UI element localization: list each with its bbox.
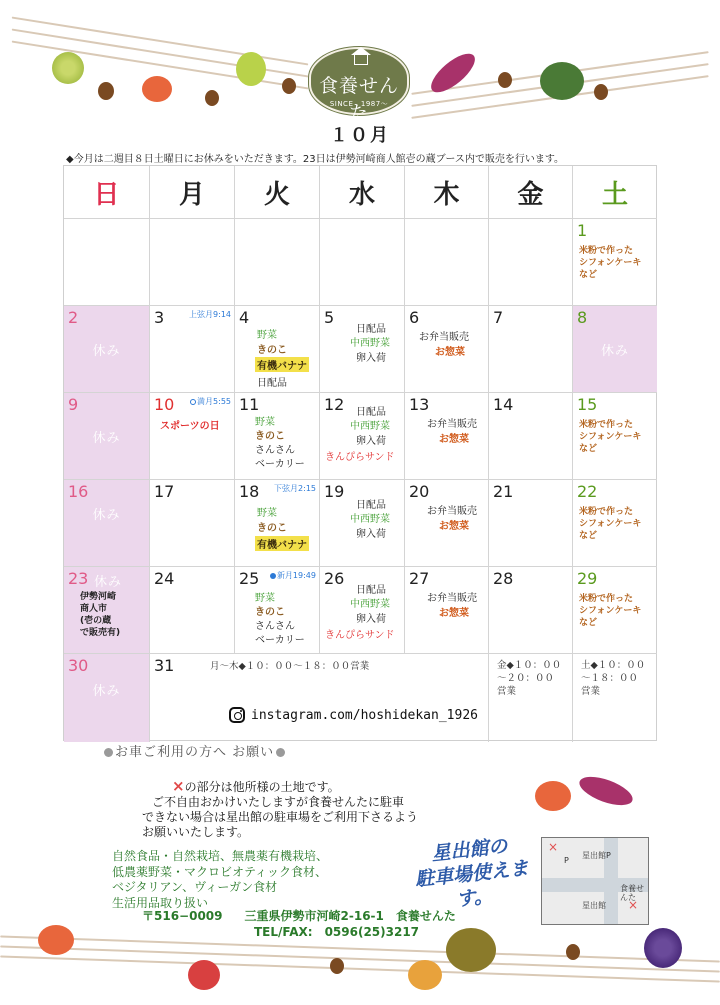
calendar-cell-day-15 [573,393,657,480]
pear-icon [236,52,266,86]
day-number: 11 [239,395,260,414]
cross-mark-icon: × [172,777,185,795]
calendar-cell-day-17 [150,480,235,567]
calendar-cell-day-20 [405,480,489,567]
grapes-icon [52,52,84,84]
calendar-cell-empty [320,219,405,306]
calendar-cell-day-14 [489,393,573,480]
day-number: 21 [493,482,514,501]
calendar-cell-day-9 [64,393,150,480]
persimmon-icon [535,781,571,811]
calendar-cell-day-8 [573,306,657,393]
day-number: 8 [577,308,588,327]
calendar-cell-day-30 [64,654,150,742]
chestnut-icon [498,72,512,88]
chestnut-icon [98,82,114,100]
day-number: 18 [239,482,260,501]
apple-icon [188,960,220,990]
moon-phase-note: 下弦月2:15 [274,484,316,493]
calendar-cell-empty [405,219,489,306]
calendar-cell-day-31-and-hours [150,654,489,742]
day-number: 20 [409,482,430,501]
day-number: 12 [324,395,345,414]
product-eggs: 卵入荷 [356,614,386,625]
bullet-icon [104,748,113,757]
instagram-link[interactable] [229,707,478,723]
parking-handwriting: 星出館の 駐車場使えます。 [414,835,530,911]
calendar-cell-day-23 [64,567,150,654]
hours-mon-thu: 月〜木◆１０：００〜１８：００営業 [210,661,370,672]
calendar-cell-day-6 [405,306,489,393]
product-bakery: ベーカリー [255,635,305,646]
day-number: 30 [68,656,89,675]
moon-phase-note: 上弦月9:14 [189,310,231,319]
product-daily-goods: 日配品 [356,585,386,596]
product-mushrooms: きのこ [255,431,285,442]
deli-dishes: お惣菜 [435,347,465,358]
bento-sale: お弁当販売 [427,593,477,604]
shop-logo [309,47,409,124]
chestnut-icon [594,84,608,100]
calendar-cell-day-26 [320,567,405,654]
day-number: 3 [154,308,165,327]
calendar-cell-day-19 [320,480,405,567]
day-number: 28 [493,569,514,588]
sweet-potato-icon [576,771,636,811]
month-title: １０月 [330,125,390,146]
product-nakanishi-vegetables: 中西野菜 [350,514,390,525]
calendar-cell-empty [235,219,320,306]
persimmon-icon [142,76,172,102]
calendar-cell-empty [489,219,573,306]
cake-note: 米粉で作った シフォンケーキ など [579,507,642,541]
calendar-cell-day-28 [489,567,573,654]
product-kinpira-sandwich: きんぴらサンド [325,452,395,463]
day-number: 14 [493,395,514,414]
calendar-cell-day-25 [235,567,320,654]
product-vegetables: 野菜 [255,593,275,604]
product-nakanishi-vegetables: 中西野菜 [350,338,390,349]
product-daily-goods: 日配品 [356,324,386,335]
product-sansan: さんさん [255,621,295,632]
cake-note: 米粉で作った シフォンケーキ など [579,594,642,628]
product-daily-goods: 日配品 [356,500,386,511]
logo-since: SINCE 1987〜 [329,100,389,108]
calendar-cell-day-1 [573,219,657,306]
chestnut-icon [205,90,219,106]
calendar-cell-day-2 [64,306,150,393]
day-number: 26 [324,569,345,588]
parking-notice: ×の部分は他所様の土地です。 ご不自由おかけいたしますが食養せんたに駐車 できない場合は星出館の駐車場をご利用下さるよう お願いいたします。 [142,777,419,839]
map-label: 星出館 [582,901,606,910]
day-number: 19 [324,482,345,501]
calendar-cell-day-29 [573,567,657,654]
product-kinpira-sandwich: きんぴらサンド [325,630,395,641]
calendar-cell-day-10 [150,393,235,480]
calendar-cell-day-24 [150,567,235,654]
moon-phase-note: 新月19:49 [270,570,316,581]
cake-note: 米粉で作った シフォンケーキ など [579,420,642,454]
product-sansan: さんさん [255,445,295,456]
product-list: 自然食品・自然栽培、無農薬有機栽培、 低農薬野菜・マクロビオティック食材、 ベジタリアン、ヴィーガン食材 生活用品取り扱い [112,849,329,910]
day-number: 1 [577,221,588,240]
product-mushrooms: きのこ [257,345,287,356]
map-label: 食養せんた [620,884,644,902]
day-number: 6 [409,308,420,327]
weekday-sun: 日 [64,166,150,219]
bento-sale: お弁当販売 [427,419,477,430]
calendar-cell-day-27 [405,567,489,654]
persimmon-icon [38,925,74,955]
grapes-icon [644,928,682,968]
map-label: P [564,856,569,865]
day-number: 17 [154,482,175,501]
weekday-fri: 金 [489,166,573,219]
calendar-cell-empty [150,219,235,306]
day-number: 15 [577,395,598,414]
product-nakanishi-vegetables: 中西野菜 [350,421,390,432]
chestnut-icon [566,944,580,960]
calendar-grid [63,165,657,741]
calendar-cell-day-18 [235,480,320,567]
address-line: 三重県伊勢市河崎2-16-1 食養せんた [244,909,456,923]
persimmon-icon [408,960,442,990]
map-cross-icon: × [548,840,559,854]
hours-saturday-cell [573,654,657,742]
instagram-icon [229,707,245,723]
day-number: 27 [409,569,430,588]
day-number: 23 [68,569,89,588]
calendar-cell-empty [64,219,150,306]
deli-dishes: お惣菜 [439,434,469,445]
moon-phase-note: 満月5:55 [190,396,231,407]
calendar-cell-day-13 [405,393,489,480]
closed-label: 休み [94,575,123,590]
new-moon-icon [270,573,276,579]
chestnut-icon [282,78,296,94]
day-number: 16 [68,482,89,501]
deli-dishes: お惣菜 [439,521,469,532]
bullet-icon [276,748,285,757]
day-number: 10 [154,395,175,414]
calendar-cell-day-5 [320,306,405,393]
day-number: 24 [154,569,175,588]
weekday-thu: 木 [405,166,489,219]
calendar-cell-day-4 [235,306,320,393]
event-note: 伊勢河崎 商人市 (壱の蔵 で販売有) [80,592,121,638]
product-vegetables: 野菜 [257,508,277,519]
calendar-cell-day-16 [64,480,150,567]
instagram-url: instagram.com/hoshidekan_1926 [251,707,478,723]
weekday-tue: 火 [235,166,320,219]
product-mushrooms: きのこ [257,523,287,534]
calendar-cell-day-12 [320,393,405,480]
calendar-cell-day-3 [150,306,235,393]
product-bakery: ベーカリー [255,459,305,470]
cake-note: 米粉で作った シフォンケーキ など [579,246,642,280]
map-cross-icon: × [628,898,639,912]
closed-label: 休み [92,431,121,446]
product-eggs: 卵入荷 [356,436,386,447]
product-vegetables: 野菜 [257,330,277,341]
product-organic-banana: 有機バナナ [255,536,309,551]
day-number: 9 [68,395,79,414]
calendar-cell-day-21 [489,480,573,567]
closed-label: 休み [92,344,121,359]
closed-label: 休み [92,684,121,699]
weekday-mon: 月 [150,166,235,219]
closed-label: 休み [92,508,121,523]
map-label: 星出館P [582,851,611,860]
holiday-name: スポーツの日 [160,421,220,432]
phone-number: TEL/FAX: 0596(25)3217 [254,924,420,939]
hours-saturday: 土◆１０：００ 〜１８：００ 営業 [581,660,646,697]
calendar-cell-day-22 [573,480,657,567]
product-vegetables: 野菜 [255,417,275,428]
day-number: 29 [577,569,598,588]
notice-text: ◆今月は二週目８日土曜日にお休みをいただきます。23日は伊勢河崎商人館壱の蔵ブース内で販売を行います。 [66,154,565,165]
weekday-sat: 土 [573,166,657,219]
day-number: 13 [409,395,430,414]
product-eggs: 卵入荷 [356,529,386,540]
zip-code: 〒516−0009 [142,909,223,923]
hours-friday-cell [489,654,573,742]
product-eggs: 卵入荷 [356,353,386,364]
bento-sale: お弁当販売 [419,332,469,343]
day-number: 7 [493,308,504,327]
pumpkin-icon [540,62,584,100]
product-organic-banana: 有機バナナ [255,357,309,372]
calendar-cell-day-7 [489,306,573,393]
calendar-cell-day-11 [235,393,320,480]
product-daily-goods: 日配品 [257,378,287,389]
bento-sale: お弁当販売 [427,506,477,517]
weekday-wed: 水 [320,166,405,219]
day-number: 25 [239,569,260,588]
day-number: 22 [577,482,598,501]
chestnut-icon [330,958,344,974]
parking-map [541,837,649,925]
house-icon [354,55,368,65]
full-moon-icon [190,399,196,405]
pumpkin-icon [446,928,496,972]
product-daily-goods: 日配品 [356,407,386,418]
day-number: 2 [68,308,79,327]
day-number: 5 [324,308,335,327]
hours-friday: 金◆１０：００ 〜２０：００ 営業 [497,660,562,697]
parking-title: お車ご利用の方へ お願い [102,741,287,760]
product-mushrooms: きのこ [255,607,285,618]
bottom-music-staff [0,940,720,1005]
shop-address [142,909,456,940]
day-number: 31 [154,656,175,675]
closed-label: 休み [600,344,629,359]
day-number: 4 [239,308,250,327]
deli-dishes: お惣菜 [439,608,469,619]
product-nakanishi-vegetables: 中西野菜 [350,599,390,610]
logo-name: 食養せんた [318,75,399,124]
